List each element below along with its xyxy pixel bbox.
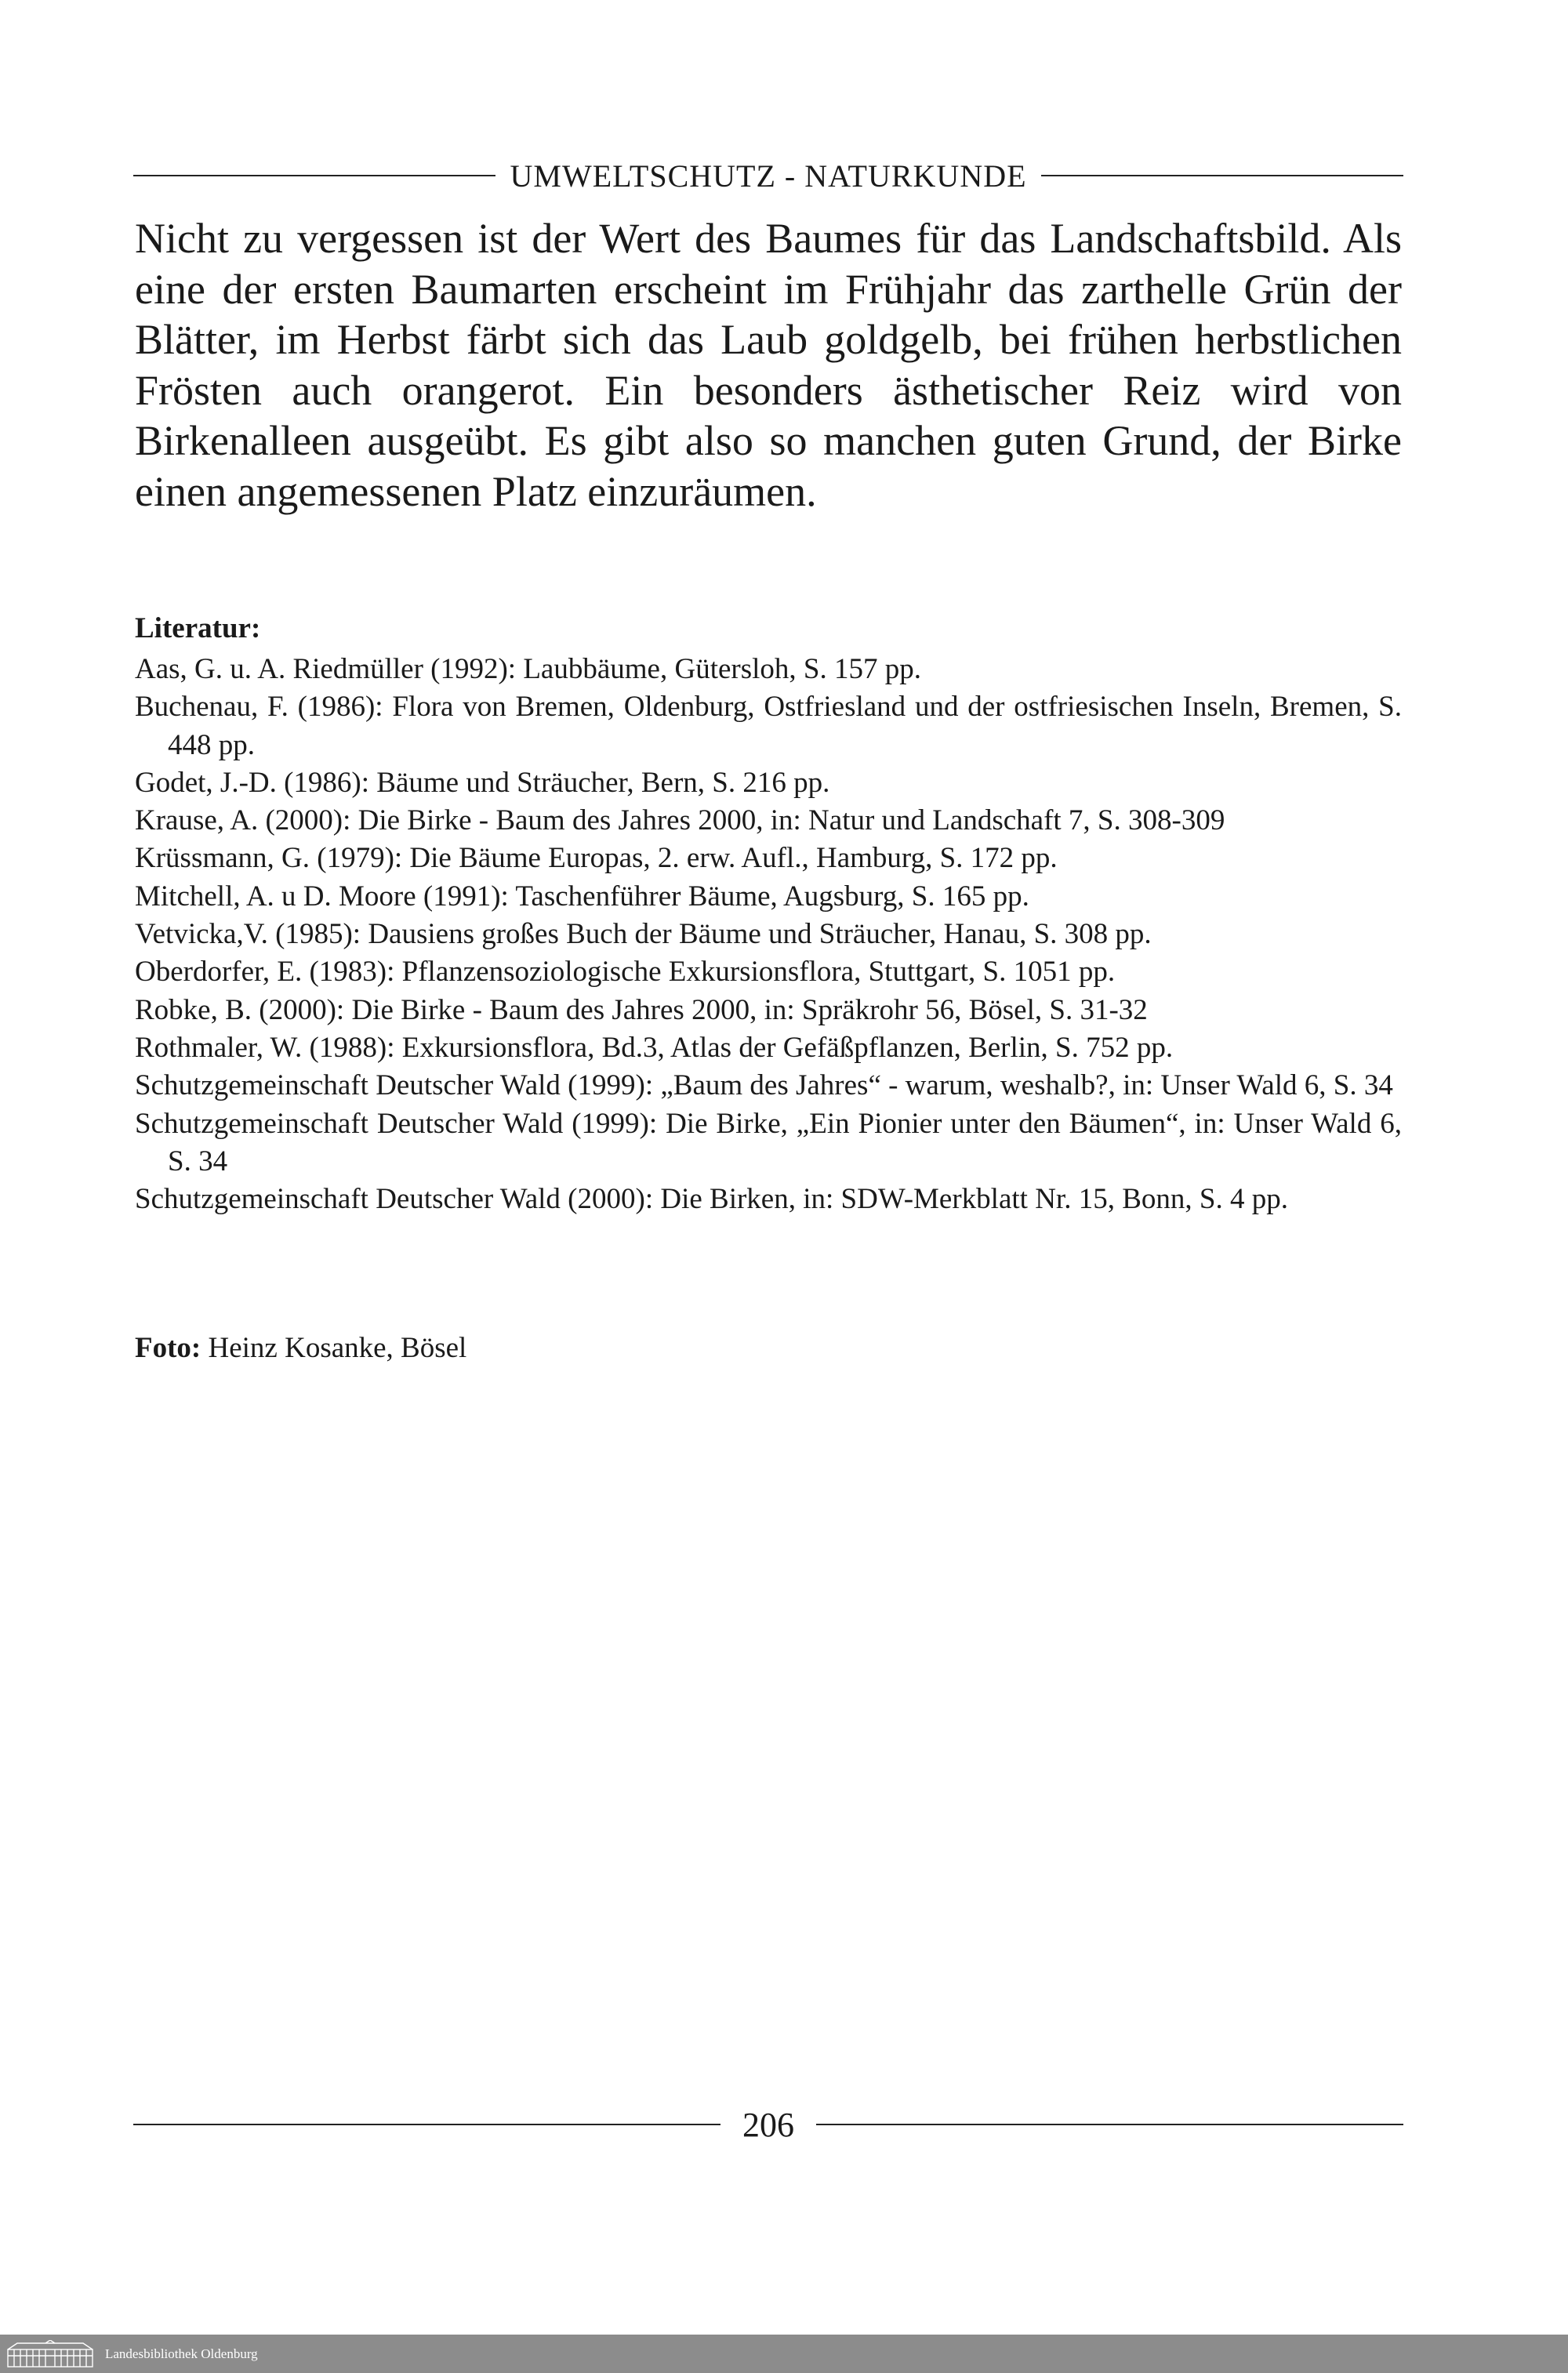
header-rule-left bbox=[133, 175, 495, 176]
library-bar bbox=[0, 2335, 1568, 2373]
literature-entry: Oberdorfer, E. (1983): Pflanzensoziologische Exkursionsflora, Stuttgart, S. 1051 pp. bbox=[135, 956, 1116, 989]
literature-entry: Robke, B. (2000): Die Birke - Baum des Jahres 2000, in: Spräkrohr 56, Bösel, S. 31-32 bbox=[135, 993, 1148, 1026]
literature-entry: Buchenau, F. (1986): Flora von Bremen, Oldenburg, Ostfriesland und der ostfriesischen Inseln, Bremen, S. 448 pp. bbox=[135, 691, 1402, 761]
library-name: Landesbibliothek Oldenburg bbox=[105, 2346, 258, 2361]
literature-entry: Schutzgemeinschaft Deutscher Wald (1999): Die Birke, „Ein Pionier unter den Bäumen“, in: Unser Wald 6, S. 34 bbox=[135, 1107, 1402, 1177]
running-header bbox=[133, 154, 1403, 198]
page-number: 206 bbox=[742, 2105, 794, 2144]
photo-credit-label: Foto: bbox=[135, 1332, 201, 1364]
body-paragraph: Nicht zu vergessen ist der Wert des Baumes für das Landschaftsbild. Als eine der ersten Baumarten erscheint im Frühjahr das zarthelle Grün der Blätter, im Herbst färbt sich das Laub goldgelb, bei frühen herbstlichen Frösten auch orangerot. Ein besonders ästhetischer Reiz wird von Birkenalleen ausgeübt. Es gibt also so manchen guten Grund, der Birke einen angemessenen Platz einzuräumen. bbox=[135, 215, 1402, 515]
literature-entry: Schutzgemeinschaft Deutscher Wald (1999): „Baum des Jahres“ - warum, weshalb?, in: Unser Wald 6, S. 34 bbox=[135, 1069, 1393, 1102]
literature-entry: Aas, G. u. A. Riedmüller (1992): Laubbäume, Gütersloh, S. 157 pp. bbox=[135, 653, 921, 685]
literature-entry: Krause, A. (2000): Die Birke - Baum des Jahres 2000, in: Natur und Landschaft 7, S. 308-309 bbox=[135, 804, 1225, 837]
running-title: UMWELTSCHUTZ - NATURKUNDE bbox=[510, 158, 1027, 194]
literature-entry: Vetvicka,V. (1985): Dausiens großes Buch der Bäume und Sträucher, Hanau, S. 308 pp. bbox=[135, 918, 1152, 951]
literature-entry: Rothmaler, W. (1988): Exkursionsflora, Bd.3, Atlas der Gefäßpflanzen, Berlin, S. 752 pp. bbox=[135, 1031, 1174, 1064]
literature-heading: Literatur: bbox=[135, 612, 261, 644]
literature-entry: Schutzgemeinschaft Deutscher Wald (2000): Die Birken, in: SDW-Merkblatt Nr. 15, Bonn, S. 4 pp. bbox=[135, 1183, 1288, 1216]
photo-credit-value: Heinz Kosanke, Bösel bbox=[201, 1332, 467, 1364]
literature-entry: Mitchell, A. u D. Moore (1991): Taschenführer Bäume, Augsburg, S. 165 pp. bbox=[135, 880, 1029, 913]
literature-list bbox=[135, 651, 1402, 1218]
page-footer bbox=[133, 2101, 1403, 2148]
header-rule-right bbox=[1041, 175, 1403, 176]
library-building-icon bbox=[6, 2340, 94, 2368]
photo-credit bbox=[135, 1330, 466, 1367]
footer-rule-right bbox=[816, 2124, 1403, 2125]
literature-entry: Godet, J.-D. (1986): Bäume und Sträucher, Bern, S. 216 pp. bbox=[135, 766, 830, 799]
literature-entry: Krüssmann, G. (1979): Die Bäume Europas, 2. erw. Aufl., Hamburg, S. 172 pp. bbox=[135, 842, 1058, 875]
footer-rule-left bbox=[133, 2124, 720, 2125]
